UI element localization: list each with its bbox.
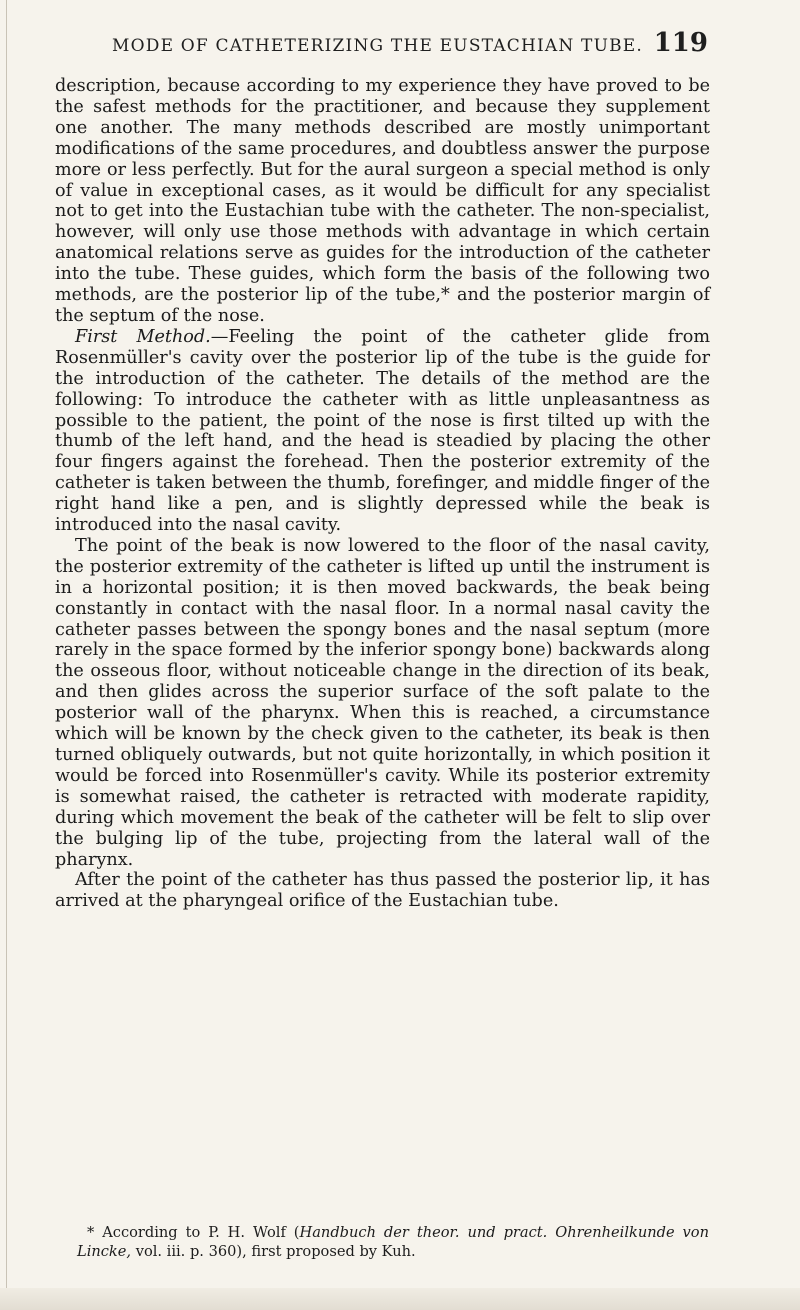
footnote (77, 1223, 709, 1261)
paragraph-beak-lowered: The point of the beak is now lowered to the floor of the nasal cavity, the posterior extremity of the catheter is lifted up until the instrument is in a horizontal position; it is then moved backwards, the beak being constantly in contact with the nasal floor. In a normal nasal cavity the catheter passes between the spongy bones and the nasal septum (more rarely in the space formed by the inferior spongy bone) backwards along the osseous floor, without noticeable change in the direction of its beak, and then glides across the superior surface of the soft palate to the posterior wall of the pharynx. When this is reached, a circumstance which will be known by the check given to the catheter, its beak is then turned obliquely outwards, but not quite horizontally, in which position it would be forced into Rosenmüller's cavity. While its posterior extremity is somewhat raised, the catheter is retracted with moderate rapidity, during which movement the beak of the catheter will be felt to slip over the bulging lip of the tube, projecting from the lateral wall of the pharynx. (55, 535, 710, 870)
paragraph-intro: description, because according to my experience they have proved to be the safest methods for the practitioner, and because they supplement one another. The many methods described are mostly unimportant modifications of the same procedures, and doubtless answer the purpose more or less perfectly. But for the aural surgeon a special method is only of value in exceptional cases, as it would be difficult for any specialist not to get into the Eustachian tube with the catheter. The non-specialist, however, will only use those methods with advantage in which certain anatomical relations serve as guides for the introduction of the catheter into the tube. These guides, which form the basis of the following two methods, are the posterior lip of the tube,* and the posterior margin of the septum of the nose. (55, 76, 710, 326)
paragraph-pharyngeal-orifice: After the point of the catheter has thus passed the posterior lip, it has arrived at the pharyngeal orifice of the Eustachian tube. (55, 870, 710, 912)
page-number: 119 (653, 28, 708, 58)
paragraph-first-method (55, 327, 710, 536)
footnote-tail: vol. iii. p. 360), first proposed by Kuh. (131, 1243, 416, 1260)
body-text (55, 76, 710, 912)
footnote-lead: * According to P. H. Wolf ( (87, 1224, 300, 1241)
footnote-work-title: Handbuch der theor. und pract. Ohrenheilkunde von Lincke, (77, 1224, 709, 1260)
running-head: MODE OF CATHETERIZING THE EUSTACHIAN TUBE. (112, 36, 644, 56)
first-method-body: —Feeling the point of the catheter glide from Rosenmüller's cavity over the posterior lip of the tube is the guide for the introduction of the catheter. The details of the method are the following: To introduce the catheter with as little unpleasantness as possible to the patient, the point of the nose is first tilted up with the thumb of the left hand, and the head is steadied by placing the other four fingers against the forehead. Then the posterior extremity of the catheter is taken between the thumb, forefinger, and middle finger of the right hand like a pen, and is slightly depressed while the beak is introduced into the nasal cavity. (55, 326, 710, 536)
page-bottom-edge (0, 1288, 800, 1310)
page-gutter-edge (6, 0, 7, 1310)
page-header (112, 28, 708, 62)
first-method-heading: First Method. (75, 326, 211, 347)
